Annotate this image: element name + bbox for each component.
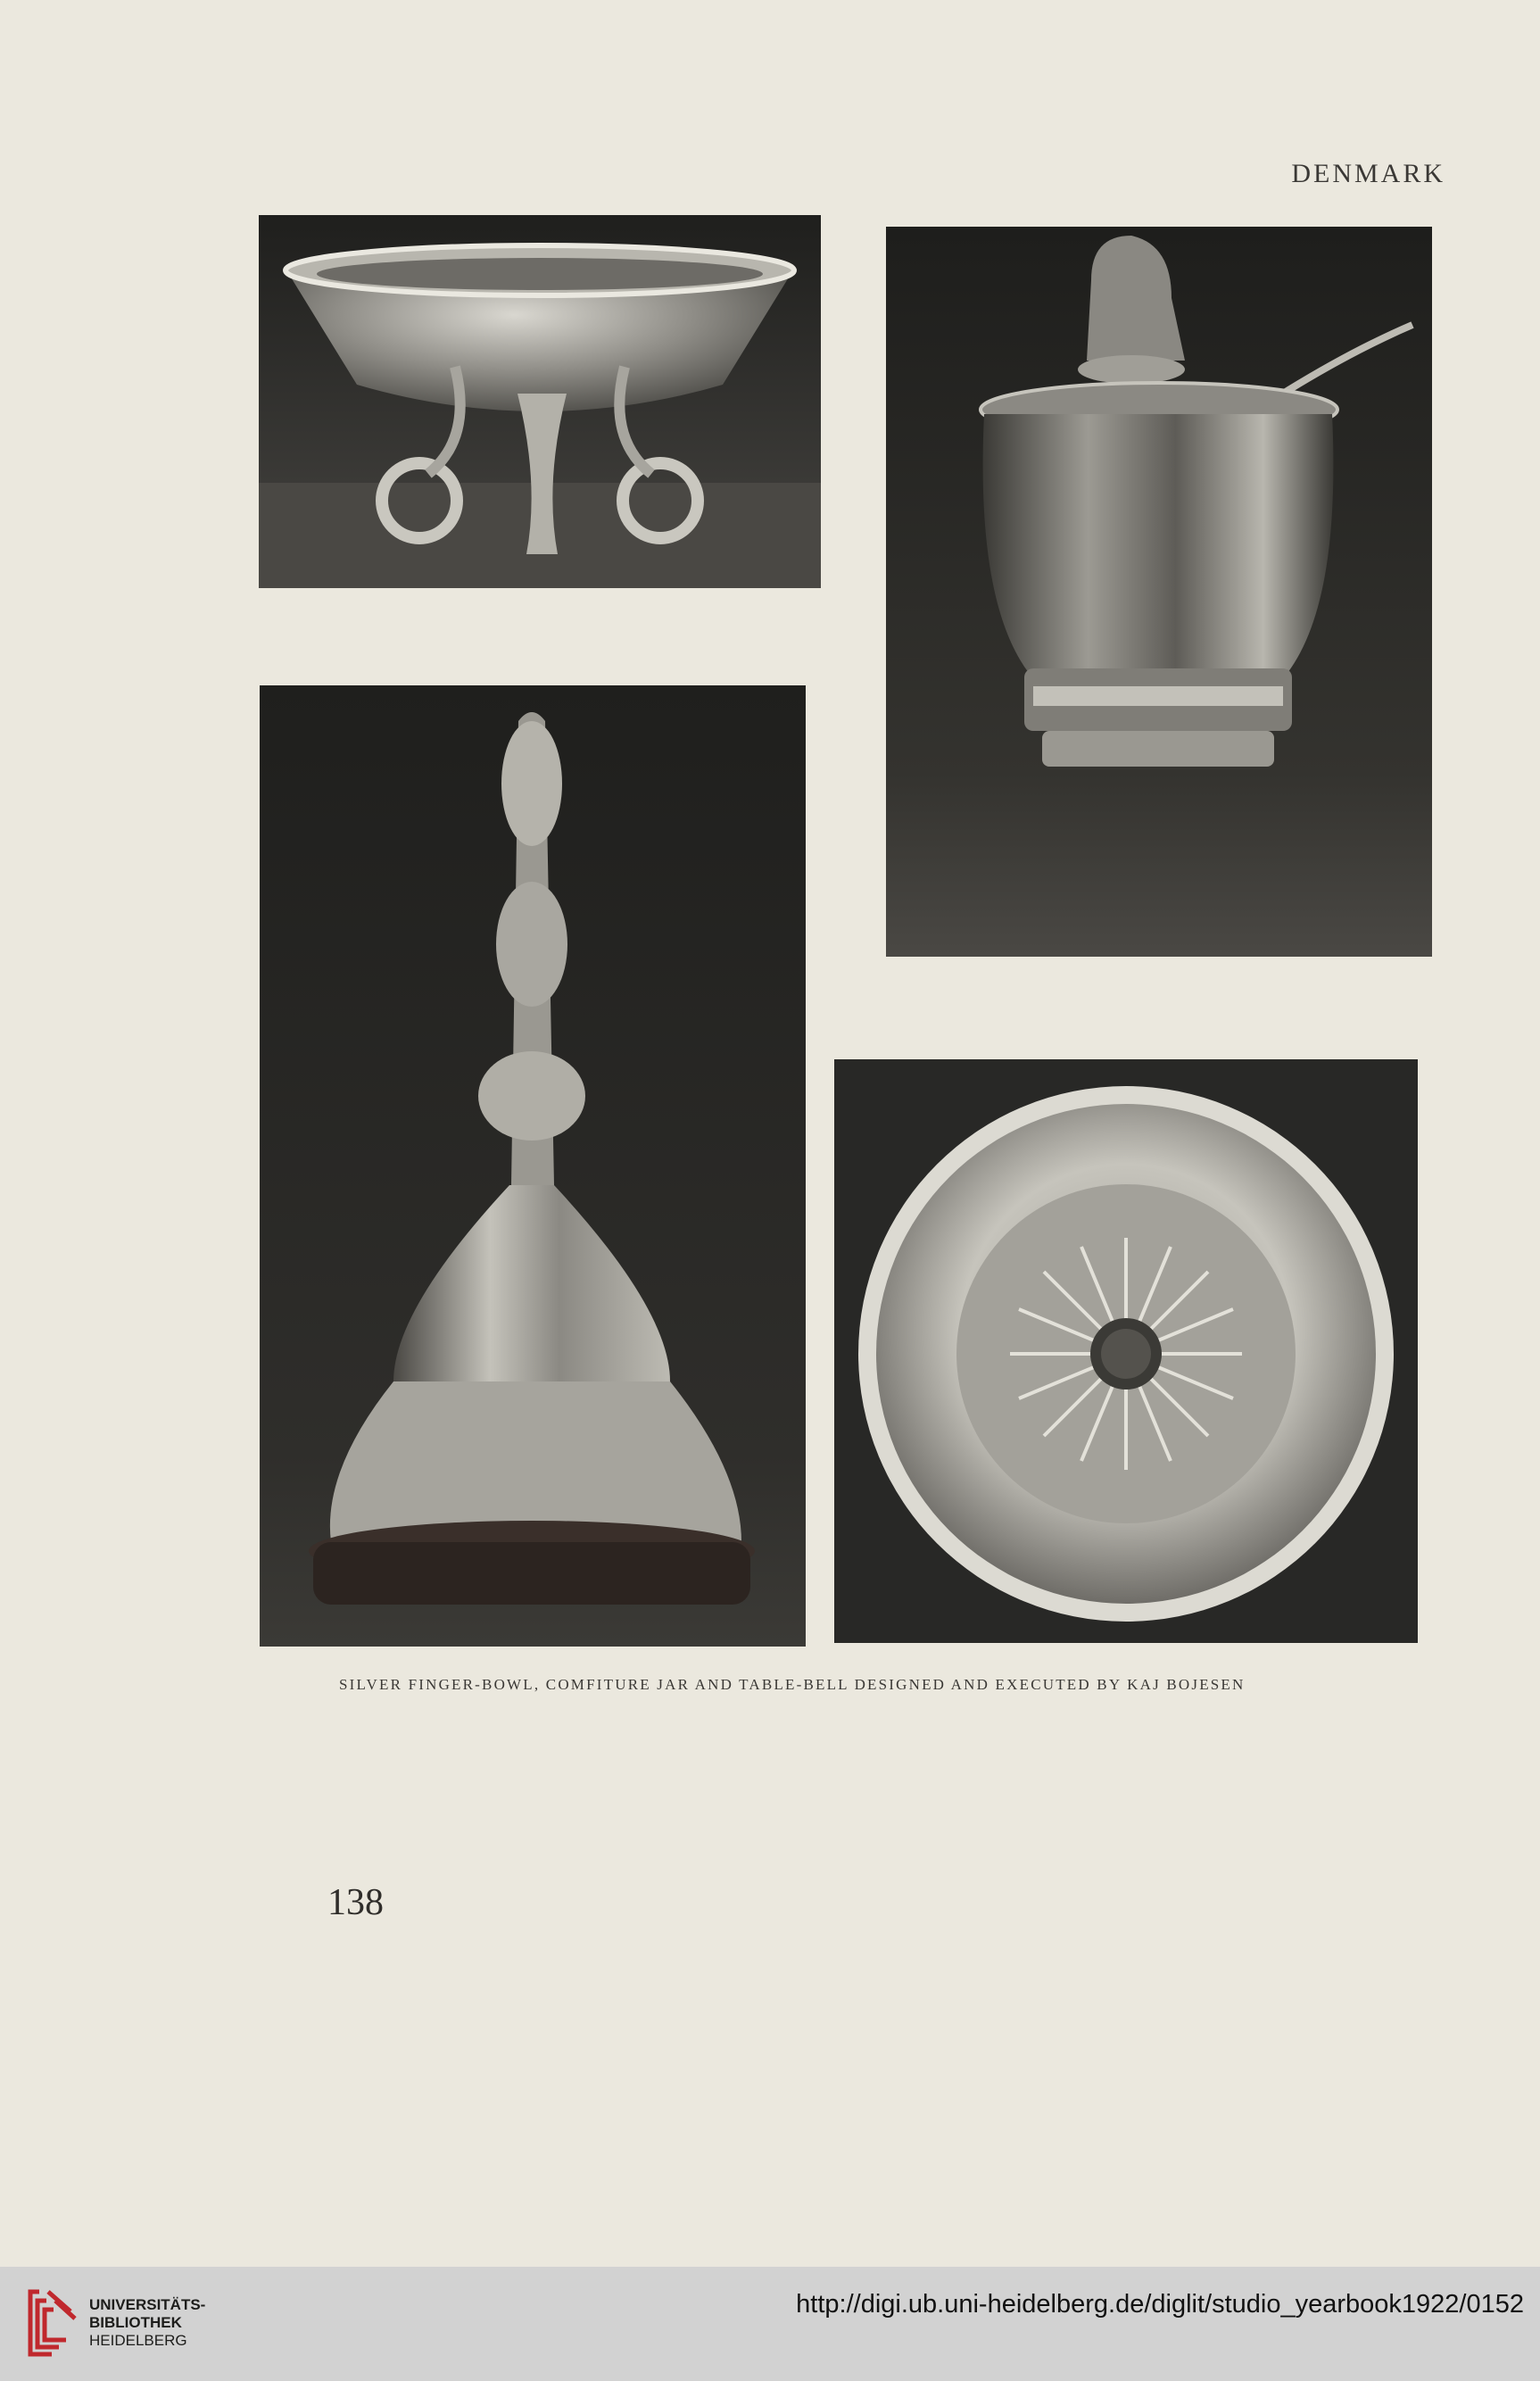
plate-finger-bowl <box>259 215 821 588</box>
library-name-line1: UNIVERSITÄTS- <box>89 2296 206 2313</box>
library-name <box>89 2296 205 2350</box>
page-number: 138 <box>327 1882 384 1923</box>
plate-comfiture-jar <box>886 227 1432 957</box>
library-name-line2: BIBLIOTHEK <box>89 2314 182 2331</box>
library-name-line3: HEIDELBERG <box>89 2332 187 2349</box>
plate-dish <box>834 1059 1418 1643</box>
source-url-link[interactable]: http://digi.ub.uni-heidelberg.de/diglit/studio_yearbook1922/0152 <box>796 2290 1524 2319</box>
footer-bar <box>0 2267 1540 2381</box>
plate-caption: SILVER FINGER-BOWL, COMFITURE JAR AND TABLE-BELL DESIGNED AND EXECUTED BY KAJ BOJESEN <box>339 1676 1246 1693</box>
library-logo-icon <box>21 2285 84 2361</box>
running-head: DENMARK <box>1291 159 1445 188</box>
plate-table-bell <box>260 685 806 1647</box>
